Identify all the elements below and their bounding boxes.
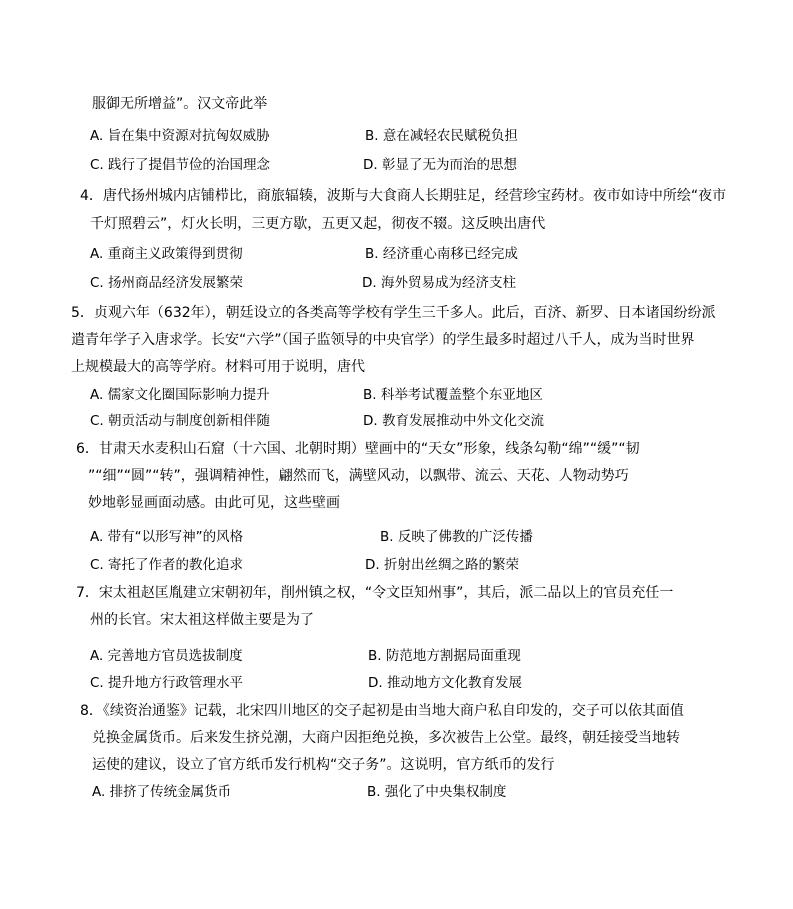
q5-stem-line-1: 5．贞观六年（632年），朝廷设立的各类高等学校有学生三千多人。此后，百济、新罗、日本诸国纷纷派 [71,305,716,321]
q5-option-d: D. 教育发展推动中外文化交流 [363,413,544,429]
q7-stem-line-1: 7．宋太祖赵匡胤建立宋朝初年，削州镇之权，“令文臣知州事”，其后，派二品以上的官员充任一 [76,585,674,601]
q7-option-a: A. 完善地方官员选拔制度 [90,648,243,664]
q6-option-d: D. 折射出丝绸之路的繁荣 [365,557,519,573]
q8-option-a: A. 排挤了传统金属货币 [92,784,232,800]
q3-option-b: B. 意在减轻农民赋税负担 [365,128,518,144]
q6-stem-line-1: 6．甘肃天水麦积山石窟（十六国、北朝时期）壁画中的“天女”形象，线条勾勒“绵”“缓”“韧 [76,441,640,457]
q7-stem-line-2: 州的长官。宋太祖这样做主要是为了 [90,612,314,628]
q6-option-a: A. 带有“以形写神”的风格 [90,529,244,545]
q5-option-c: C. 朝贡活动与制度创新相伴随 [90,413,271,429]
q4-option-d: D. 海外贸易成为经济支柱 [362,275,516,291]
q4-option-c: C. 扬州商品经济发展繁荣 [90,275,244,291]
q3-option-a: A. 旨在集中资源对抗匈奴威胁 [90,128,270,144]
q6-stem-line-3: 妙地彰显画面动感。由此可见，这些壁画 [88,495,340,511]
q3-option-d: D. 彰显了无为而治的思想 [363,157,517,173]
q6-stem-line-2: ”“细”“圆”“转”，强调精神性，翩然而飞，满壁风动，以飘带、流云、天花、人物动势巧 [88,468,629,484]
q5-stem-line-3: 上规模最大的高等学府。材料可用于说明，唐代 [71,359,365,375]
q4-option-a: A. 重商主义政策得到贯彻 [90,246,243,262]
q7-option-c: C. 提升地方行政管理水平 [90,675,244,691]
q7-option-d: D. 推动地方文化教育发展 [368,675,522,691]
q4-stem-line-1: 4．唐代扬州城内店铺栉比，商旅辐辏，波斯与大食商人长期驻足，经营珍宝药材。夜市如诗中所绘“夜市 [80,188,727,204]
q5-stem-line-2: 遣青年学子入唐求学。长安“六学”（国子监领导的中央官学）的学生最多时超过八千人，成为当时世界 [71,332,695,348]
q8-stem-line-3: 运使的建议，设立了官方纸币发行机构“交子务”。这说明，官方纸币的发行 [92,757,555,773]
q4-stem-line-2: 千灯照碧云”，灯火长明，三更方歇，五更又起，彻夜不辍。这反映出唐代 [90,216,546,232]
q8-stem-line-1: 8．《续资治通鉴》记载，北宋四川地区的交子起初是由当地大商户私自印发的，交子可以依其面值 [80,703,684,719]
q8-stem-line-2: 兑换金属货币。后来发生挤兑潮，大商户因拒绝兑换，多次被告上公堂。最终，朝廷接受当地转 [92,730,680,746]
q4-option-b: B. 经济重心南移已经完成 [365,246,518,262]
q6-option-b: B. 反映了佛教的广泛传播 [380,529,533,545]
q3-option-c: C. 践行了提倡节俭的治国理念 [90,157,271,173]
q5-option-a: A. 儒家文化圈国际影响力提升 [90,387,270,403]
q8-option-b: B. 强化了中央集权制度 [367,784,507,800]
q3-stem-continued: 服御无所增益”。汉文帝此举 [92,96,268,112]
q6-option-c: C. 寄托了作者的教化追求 [90,557,244,573]
q5-option-b: B. 科举考试覆盖整个东亚地区 [363,387,543,403]
q7-option-b: B. 防范地方割据局面重现 [368,648,521,664]
